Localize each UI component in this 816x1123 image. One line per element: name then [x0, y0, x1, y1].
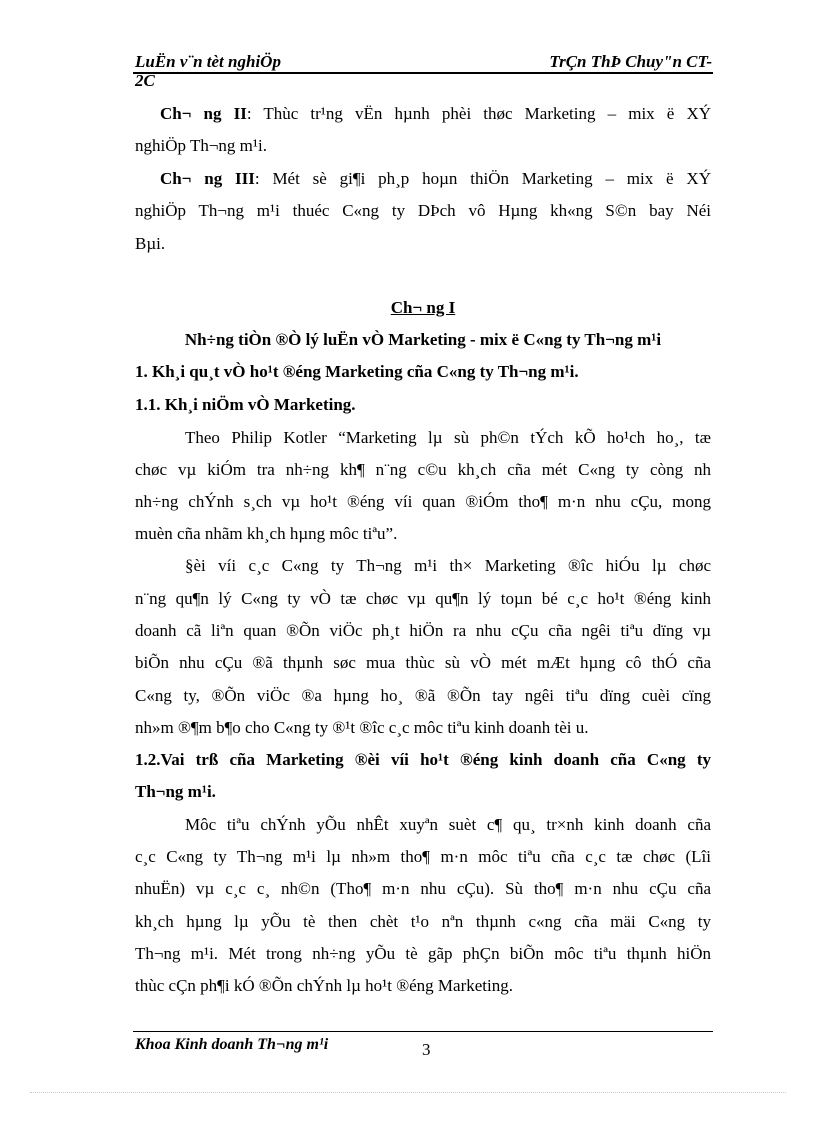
- chapter-title: Ch¬ ng I: [390, 298, 456, 317]
- chapter-3-label: Ch¬ ng III: [160, 169, 255, 188]
- section-heading-1-2: 1.2.Vai trß cña Marketing ®èi víi ho¹t ®éng kinh doanh cña C«ng ty: [135, 750, 711, 769]
- body-line: Theo Philip Kotler “Marketing lµ sù ph©n tÝch kÕ ho¹ch ho¸, tæ: [185, 428, 711, 447]
- body-line: nghiÖp Th¬ng m¹i thuéc C«ng ty DÞch vô Hµng kh«ng S©n bay Néi: [135, 201, 711, 220]
- page-bottom-dotted-line: [30, 1092, 786, 1093]
- body-line: C«ng ty, ®Õn viÖc ®a hµng ho¸ ®ã ®Õn tay ngêi tiªu dïng cuèi cïng: [135, 686, 711, 705]
- body-line: §èi víi c¸c C«ng ty Th¬ng m¹i th× Marketing ®îc hiÓu lµ chøc: [185, 556, 711, 575]
- body-line: Th¬ng m¹i. Mét trong nh÷ng yÕu tè gãp phÇn biÕn môc tiªu thµnh hiÖn: [135, 944, 711, 963]
- section-heading-1-1: 1.1. Kh¸i niÖm vÒ Marketing.: [135, 395, 356, 414]
- body-line: Môc tiªu chÝnh yÕu nhÊt xuyªn suèt c¶ qu¸ tr×nh kinh doanh cña: [185, 815, 711, 834]
- running-header-left: LuËn v¨n tèt nghiÖp: [135, 52, 281, 71]
- chapter-2-label: Ch¬ ng II: [160, 104, 247, 123]
- body-line: biÕn nhu cÇu ®ã thµnh søc mua thùc sù vÒ mét mÆt hµng cô thÓ cña: [135, 653, 711, 672]
- body-line: n¨ng qu¶n lý C«ng ty vÒ tæ chøc vµ qu¶n lý toµn bé c¸c ho¹t ®éng kinh: [135, 589, 711, 608]
- body-line: thùc cÇn ph¶i kÓ ®Õn chÝnh lµ ho¹t ®éng Marketing.: [135, 976, 513, 995]
- chapter-2-desc: : Thùc tr¹ng vËn hµnh phèi thøc Marketing – mix ë XÝ: [246, 104, 712, 123]
- footer-faculty: Khoa Kinh doanh Th¬ng m¹i: [135, 1036, 329, 1053]
- section-heading-1-2-cont: Th¬ng m¹i.: [135, 782, 216, 801]
- section-heading-1: 1. Kh¸i qu¸t vÒ ho¹t ®éng Marketing cña C«ng ty Th¬ng m¹i.: [135, 362, 579, 381]
- body-line: chøc vµ kiÓm tra nh÷ng kh¶ n¨ng c©u kh¸ch cña mét C«ng ty còng nh: [135, 460, 711, 479]
- body-line: kh¸ch hµng lµ yÕu tè then chèt t¹o nªn thµnh c«ng cña mäi C«ng ty: [135, 912, 711, 931]
- body-line: nhuËn) vµ c¸c c¸ nh©n (Tho¶ m·n nhu cÇu). Sù tho¶ m·n nhu cÇu cña: [135, 879, 711, 898]
- running-header-right: TrÇn ThÞ Chuy"n CT-: [549, 52, 712, 71]
- chapter-subtitle: Nh÷ng tiÒn ®Ò lý luËn vÒ Marketing - mix ë C«ng ty Th¬ng m¹i: [184, 330, 662, 349]
- page-number: 3: [422, 1040, 431, 1059]
- body-line: doanh cã liªn quan ®Õn viÖc ph¸t hiÖn ra nhu cÇu cña ngêi tiªu dïng vµ: [135, 621, 711, 640]
- body-line: nh»m ®¶m b¶o cho C«ng ty ®¹t ®îc c¸c môc tiªu kinh doanh tèi u.: [135, 718, 589, 737]
- footer-rule: [133, 1031, 713, 1032]
- body-line: nghiÖp Th¬ng m¹i.: [135, 136, 267, 155]
- body-line: muèn cña nhãm kh¸ch hµng môc tiªu”.: [135, 524, 398, 543]
- body-line: c¸c C«ng ty Th¬ng m¹i lµ nh»m tho¶ m·n môc tiªu cña c¸c tæ chøc (Lîi: [135, 847, 711, 866]
- body-line: Bµi.: [135, 234, 166, 253]
- running-header-continuation: 2C: [135, 71, 155, 90]
- body-line: nh÷ng chÝnh s¸ch vµ ho¹t ®éng víi quan ®iÓm tho¶ m·n nhu cÇu, mong: [135, 492, 711, 511]
- chapter-3-line: [135, 169, 711, 189]
- chapter-3-desc: : Mét sè gi¶i ph¸p hoµn thiÖn Marketing – mix ë XÝ: [254, 169, 711, 188]
- chapter-2-line: [135, 104, 711, 124]
- header-rule: [133, 72, 713, 74]
